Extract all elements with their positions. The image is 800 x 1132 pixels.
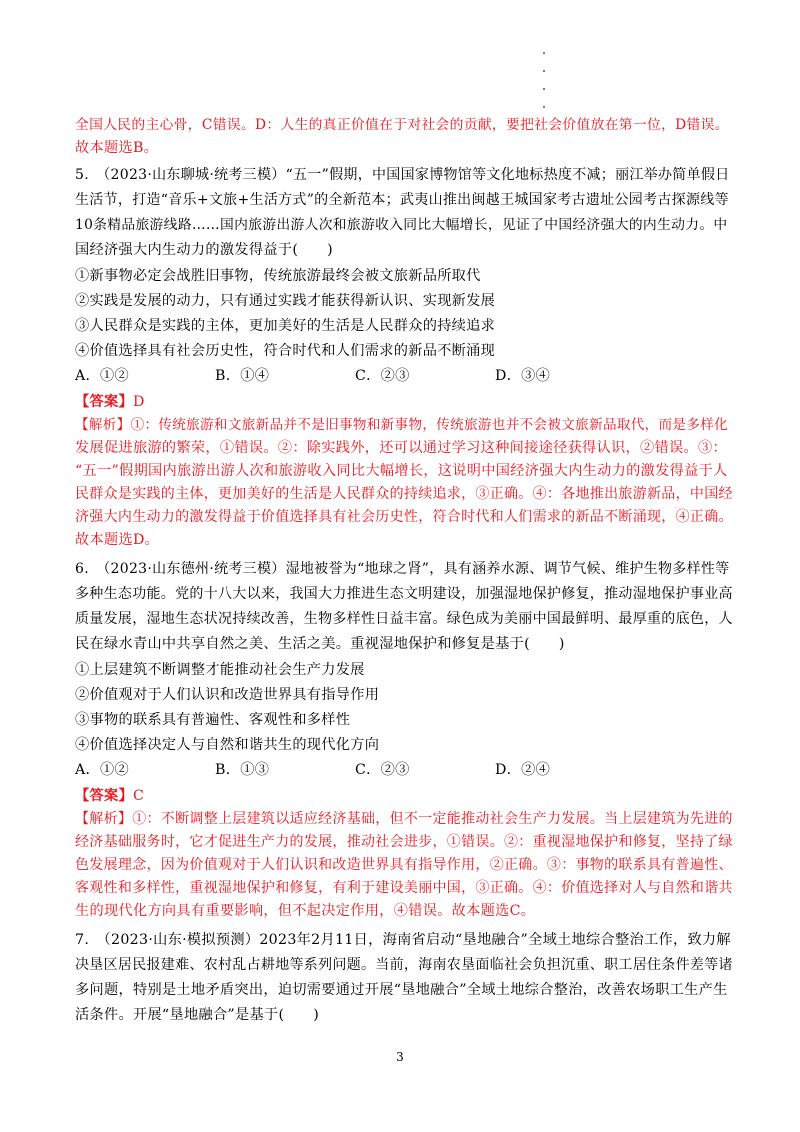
q5-options <box>75 366 735 386</box>
header-dots <box>543 52 549 112</box>
page-number: 3 <box>396 1050 404 1064</box>
q6-analysis-line: 客观性和多样性，重视湿地保护和修复，有利于建设美丽中国，③正确。④：价值选择对人与自然和谐共 <box>75 880 733 896</box>
header-dot <box>543 88 545 90</box>
q5-analysis-line: 发展促进旅游的繁荣，①错误。②：除实践外，还可以通过学习这种间接途径获得认识，②错误。③： <box>75 440 727 456</box>
q5-stem-line: 5. （2023·山东聊城·统考三模）“五一”假期，中国国家博物馆等文化地标热度不减；丽江举办简单假日 <box>75 167 730 183</box>
q7-stem-line: 7. （2023·山东·模拟预测）2023年2月11日，海南省启动“垦地融合”全域土地综合整治工作，致力解 <box>75 932 731 948</box>
q7-stem-line: 活条件。开展“垦地融合”是基于( ) <box>75 1007 320 1023</box>
q6-options <box>75 760 735 780</box>
q6-stem-line: 质量发展，湿地生态状况持续改善，生物多样性日益丰富。绿色成为美丽中国最鲜明、最厚重的底色，人 <box>75 611 733 627</box>
q5-item: ①新事物必定会战胜旧事物，传统旅游最终会被文旅新品所取代 <box>75 268 481 284</box>
header-dot <box>543 70 545 72</box>
q5-stem-line: 国经济强大内生动力的激发得益于( ) <box>75 242 333 258</box>
q6-analysis-line: 生的现代化方向具有重要影响，但不起决定作用，④错误。故本题选C。 <box>75 903 536 919</box>
q5-analysis-line: 【解析】①：传统旅游和文旅新品并不是旧事物和新事物，传统旅游也并不会被文旅新品取代，而是多样化 <box>75 417 729 433</box>
q5-item: ②实践是发展的动力，只有通过实践才能获得新认识、实现新发展 <box>75 293 496 309</box>
q4-analysis-line: 全国人民的主心骨，C错误。D：人生的真正价值在于对社会的贡献，要把社会价值放在第一位，D错误。 <box>75 117 729 133</box>
header-dot <box>543 106 545 108</box>
q5-item: ③人民群众是实践的主体，更加美好的生活是人民群众的持续追求 <box>75 318 496 334</box>
q6-option-d: D．②④ <box>495 762 551 778</box>
q5-stem-line: 10条精品旅游线路……国内旅游出游人次和旅游收入同比大幅增长，见证了中国经济强大的内生动力。中 <box>75 217 728 233</box>
q6-option-b: B．①③ <box>215 762 270 778</box>
answer-label: 【答案】 <box>75 788 133 804</box>
q5-option-b: B．①④ <box>215 368 270 384</box>
q5-option-d: D．③④ <box>495 368 551 384</box>
q5-analysis-line: 济强大内生动力的激发得益于价值选择具有社会历史性，符合时代和人们需求的新品不断涌现，④正确。 <box>75 509 733 525</box>
q5-option-a: A．①② <box>75 368 130 384</box>
q6-analysis-line: 色发展理念，因为价值观对于人们认识和改造世界具有指导作用，②正确。③：事物的联系具有普遍性、 <box>75 857 733 873</box>
q6-item: ③事物的联系具有普遍性、客观性和多样性 <box>75 712 351 728</box>
q6-item: ①上层建筑不断调整才能推动社会生产力发展 <box>75 662 365 678</box>
q6-option-a: A．①② <box>75 762 130 778</box>
q5-item: ④价值选择具有社会历史性，符合时代和人们需求的新品不断涌现 <box>75 343 496 359</box>
q4-analysis-line: 故本题选B。 <box>75 140 159 156</box>
q5-stem-line: 生活节，打造“音乐+文旅+生活方式”的全新范本；武夷山推出闽越王城国家考古遗址公园考古探源线等 <box>75 192 729 208</box>
q5-option-c: C．②③ <box>355 368 410 384</box>
q6-analysis-line: 【解析】①：不断调整上层建筑以适应经济基础，但不一定能推动社会生产力发展。当上层建筑为先进的 <box>75 811 733 827</box>
q7-stem-line: 决垦区居民报建难、农村乱占耕地等系列问题。当前，海南农垦面临社会负担沉重、职工居住条件差等诸 <box>75 957 733 973</box>
header-dot <box>543 52 545 54</box>
answer-value: C <box>132 788 145 804</box>
q6-stem-line: 民在绿水青山中共享自然之美、生活之美。重视湿地保护和修复是基于( ) <box>75 636 565 652</box>
q6-answer <box>75 786 735 806</box>
q6-stem-line: 6. （2023·山东德州·统考三模）湿地被誉为“地球之肾”，具有涵养水源、调节气候、维护生物多样性等 <box>75 561 730 577</box>
q6-item: ④价值选择决定人与自然和谐共生的现代化方向 <box>75 737 380 753</box>
q7-stem-line: 多问题，特别是土地矛盾突出，迫切需要通过开展“垦地融合”全域土地综合整治，改善农场职工生产生 <box>75 982 728 998</box>
q6-option-c: C．②③ <box>355 762 410 778</box>
q5-analysis-line: 民群众是实践的主体，更加美好的生活是人民群众的持续追求，③正确。④：各地推出旅游新品，中国经 <box>75 486 733 502</box>
q6-analysis-line: 经济基础服务时，它才促进生产力的发展，推动社会进步，①错误。②：重视湿地保护和修复，坚持了绿 <box>75 834 733 850</box>
q5-answer <box>75 392 735 412</box>
answer-label: 【答案】 <box>75 394 133 410</box>
answer-value: D <box>132 394 145 410</box>
q5-analysis-line: 故本题选D。 <box>75 532 160 548</box>
q6-item: ②价值观对于人们认识和改造世界具有指导作用 <box>75 687 380 703</box>
q6-stem-line: 多种生态功能。党的十八大以来，我国大力推进生态文明建设，加强湿地保护修复，推动湿地保护事业高 <box>75 586 733 602</box>
q5-analysis-line: “五一”假期国内旅游出游人次和旅游收入同比大幅增长，这说明中国经济强大内生动力的激发得益于人 <box>75 463 728 479</box>
